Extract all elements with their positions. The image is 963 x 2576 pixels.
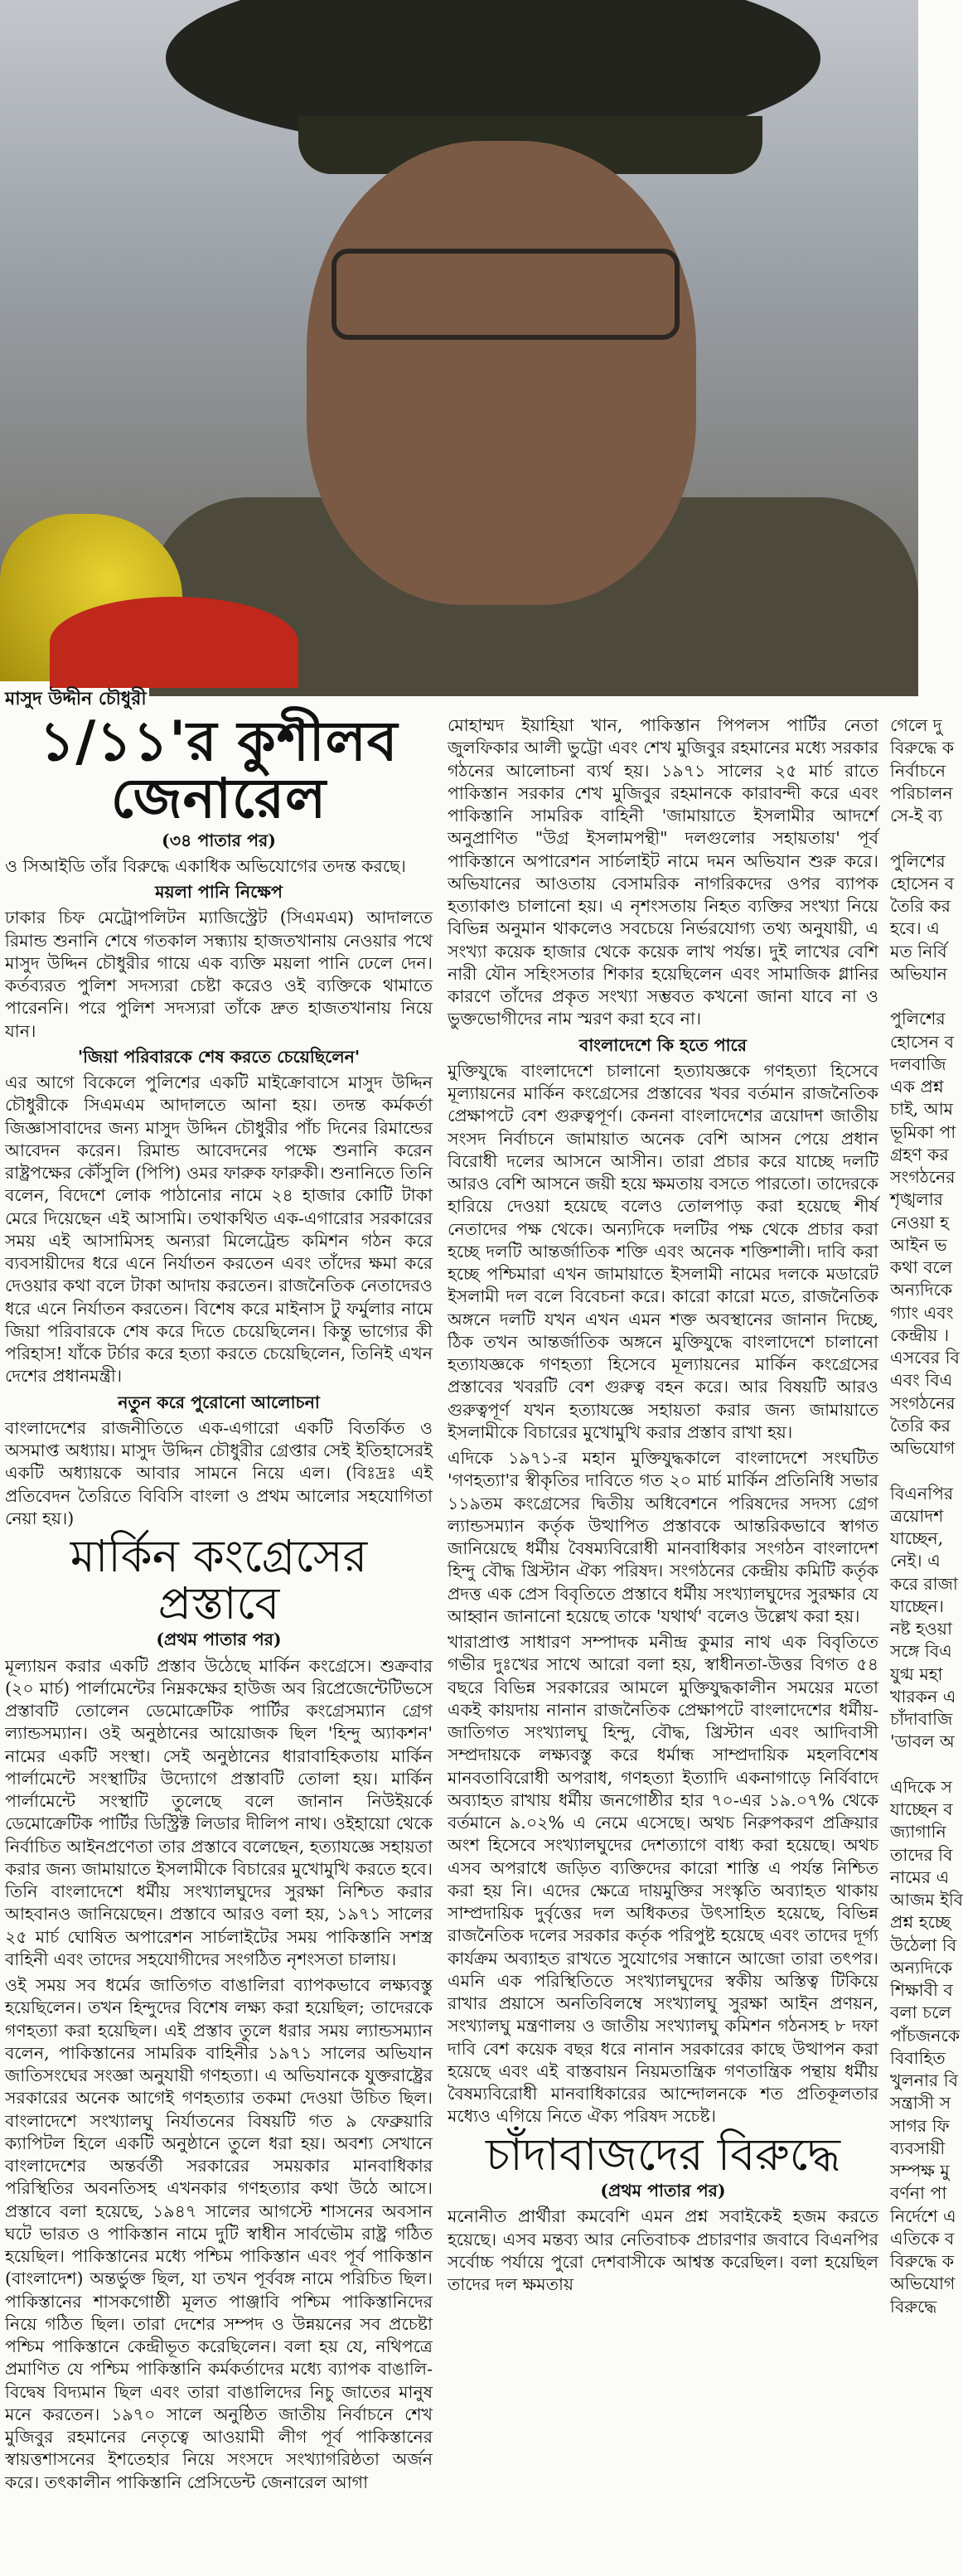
col3-line: উঠেলা বি [890, 1934, 957, 1955]
col3-line: ত্রয়োদশ [890, 1505, 944, 1526]
col3-line: যুগ্ম মহা [890, 1663, 943, 1684]
col2-paragraph-2: মুক্তিযুদ্ধে বাংলাদেশে চালানো হত্যাযজ্ঞকে গণহত্যা হিসেবে মূল্যায়নের মার্কিন কংগ্রেসের প্রস্তাবের খবর বর্তমান রাজনৈতিক প্রেক্ষাপটে বেশ গুরুত্বপূর্ণ। কেননা বাংলাদেশের ত্রয়োদশ জাতীয় সংসদ নির্বাচনে জামায়াত অনেক বেশি আসন পেয়ে প্রধান বিরোধী দলের আসনে আসীন। তারা প্রচার করে যাচ্ছে দলটি আরও বেশি আসনে জয়ী হয়ে ক্ষমতায় বসতে পারতো। তাদেরকে হারিয়ে দেওয়া হয়েছে বলেও তোলপাড় করা হয়েছে শীর্ষ নেতাদের পক্ষ থেকে। অন্যদিকে দলটির পক্ষ থেকে প্রচার করা হচ্ছে দলটি আন্তর্জাতিক শক্তি এবং অনেক শক্তিশালী। দাবি করা হচ্ছে পশ্চিমারা এখন জামায়াতে ইসলামী নামের দলকে মডারেট ইসলামী দল বলে বিবেচনা করে। কারো কারো মতে, রাজনৈতিক অঙ্গনে দলটি যখন এখন এমন শক্ত অবস্থানের জানান দিচ্ছে, ঠিক তখন আন্তর্জাতিক অঙ্গনে মুক্তিযুদ্ধে বাংলাদেশে চালানো হত্যাযজ্ঞকে গণহত্যা হিসেবে মূল্যায়নের মার্কিন কংগ্রেসের প্রস্তাবের খবরটি বেশ গুরুত্ব বহন করে। আর বিষয়টি আরও গুরুত্বপূর্ণ যখন হত্যাযজ্ঞে সহায়তা করার জন্য জামায়াতে ইসলামীকে বিচারের মুখোমুখি করার প্রস্তাব রাখা হয়। [448, 1060, 878, 1442]
headline-us-congress: মার্কিন কংগ্রেসের প্রস্তাবে [70, 1530, 368, 1629]
story3-paragraph-1: মনোনীত প্রার্থীরা কমবেশি এমন প্রশ্ন সবাইকেই হজম করতে হয়েছে। এসব মন্তব্য আর নেতিবাচক প্রচারণার জবাবে বিএনপির সর্বোচ্চ পর্যায়ে পুরো দেশবাসীকে আশ্বস্ত করেছিল। বলা হয়েছিল তাদের দল ক্ষমতায় [448, 2206, 878, 2295]
story1-intro: ও সিআইডি তাঁর বিরুদ্ধে একাধিক অভিযোগের তদন্ত করছে। [5, 855, 406, 876]
col3-line: নষ্ট হওয়া [890, 1619, 952, 1639]
story1-paragraph-3: বাংলাদেশের রাজনীতিতে এক-এগারো একটি বিতর্কিত ও অসমাপ্ত অধ্যায়। মাসুদ উদ্দিন চৌধুরীর গ্রেপ্তার সেই ইতিহাসেরই একটি অধ্যায়কে আবার সামনে নিয়ে এল। (বিঃদ্রঃ এই প্রতিবেদন তৈরিতে বিবিসি বাংলা ও প্রথম আলোর সহযোগিতা নেয়া হয়।) [5, 1417, 433, 1528]
col3-line: পাঁচজনকে [890, 2025, 961, 2046]
col2-paragraph-4: খারাপ্রাপ্ত সাধারণ সম্পাদক মনীন্দ্র কুমার নাথ এক বিবৃতিতে গভীর দুঃখের সাথে আরো বলা হয়, স্বাধীনতা-উত্তর বিগত ৫৪ বছরে বিভিন্ন সরকারের আমলে মুক্তিযুদ্ধকালীন সময়ের মতো একই কায়দায় নানান রাজনৈতিক প্রেক্ষাপটে বাংলাদেশের ধর্মীয়-জাতিগত সংখ্যালঘু হিন্দু, বৌদ্ধ, খ্রিস্টান এবং আদিবাসী সম্প্রদায়কে লক্ষ্যবস্তু করে ধর্মান্ধ সাম্প্রদায়িক মহলবিশেষ মানবতাবিরোধী অপরাধ, গণহত্যা ইত্যাদি একনাগাড়ে নির্বিবাদে অব্যাহত রাখায় ধর্মীয় জনগোষ্ঠীর হার ৭০-এর ১৯.০৭% থেকে বর্তমানে ৯.০২% এ নেমে এসেছে। অথচ নিরুপকরণ প্রক্রিয়ার অংশ হিসেবে সংখ্যালঘুদের দেশত্যাগে বাধ্য করা হয়েছে। অথচ এসব অপরাধে জড়িত ব্যক্তিদের কারো শাস্তি এ পর্যন্ত নিশ্চিত করা হয় নি। এদের ক্ষেত্রে দায়মুক্তির সংস্কৃতি অব্যাহত থাকায় সাম্প্রদায়িক দুর্বৃত্তের দল অধিকতর উৎসাহিত হয়েছে, বিভিন্ন রাজনৈতিক দলের সরকার কর্তৃক পরিপুষ্ট হয়েছে এবং তাদের দূর্গ্য কার্যক্রম অব্যাহত রাখতে সুযোগের সন্ধানে আজো তারা তৎপর। এমনি এক পরিস্থিতিতে সংখ্যালঘুদের স্বকীয় অস্তিত্ব টিকিয়ে রাখার প্রয়াসে অনতিবিলম্বে সংখ্যালঘু সুরক্ষা আইন প্রণয়ন, সংখ্যালঘু মন্ত্রণালয় ও জাতীয় সংখ্যালঘু কমিশন গঠনসহ ৮ দফা দাবি বেশ কয়েক বছর ধরে নানান সরকারের কাছে উত্থাপন করা হয়েছে এবং এই বাস্তবায়ন নিয়মতান্ত্রিক গণতান্ত্রিক পন্থায় ধর্মীয় বৈষম্যবিরোধী মানবাধিকারের আন্দোলনকে শত প্রতিকূলতার মধ্যেও এগিয়ে নিতে ঐক্য পরিষদ সচেষ্ট। [448, 1632, 878, 2127]
headline-against-extortionists: চাঁদাবাজদের বিরুদ্ধে [485, 2128, 841, 2181]
col3-line: হবে। এ [890, 918, 940, 939]
col3-line: নামের এ [890, 1867, 950, 1887]
col3-line: সঙ্গে বিএ [890, 1641, 952, 1662]
col3-line: আজম ইবি [890, 1890, 963, 1910]
col3-line: করে রাজা [890, 1573, 958, 1594]
story2-paragraph-1: মূল্যায়ন করার একটি প্রস্তাব উঠেছে মার্কিন কংগ্রেসে। শুক্রবার (২০ মার্চ) পার্লামেন্টের নিম্নকক্ষের হাউজ অব রিপ্রেজেন্টেটিভসে প্রস্তাবটি তোলেন ডেমোক্রেটিক পার্টির কংগ্রেসম্যান গ্রেগ ল্যান্ডসম্যান। ওই অনুষ্ঠানের আয়োজক ছিল 'হিন্দু অ্যাকশন' নামের একটি সংস্থা। সেই অনুষ্ঠানের ধারাবাহিকতায় মার্কিন পার্লামেন্টে সংস্থাটির উদ্যোগে প্রস্তাবটি তোলা হয়। মার্কিন পার্লামেন্টে সংস্থাটি তুলেছে বলে জানান নিউইয়র্কে ডেমোক্রেটিক পার্টির ডিস্ট্রিক্ট লিডার দীলিপ নাথ। ওইহায়ো থেকে নির্বাচিত আইনপ্রণেতা তার প্রস্তাবে বলেছেন, হত্যাযজ্ঞে সহায়তা করার জন্য জামায়াতে ইসলামীকে বিচারের মুখোমুখি করতে হবে। তিনি বাংলাদেশে ধর্মীয় সংখ্যালঘুদের সুরক্ষা নিশ্চিত করার আহবানও জানিয়েছেন। প্রস্তাবে আরও বলা হয়, ১৯৭১ সালের ২৫ মার্চ ঘোষিত অপারেশন সার্চলাইটের সময় পাকিস্তানি সশস্ত্র বাহিনী এবং তাদের সহযোগীদের সংগঠিত নৃশংসতা চালায়। [5, 1655, 433, 1969]
face [307, 141, 696, 605]
col3-line: খারকন এ [890, 1686, 956, 1707]
col3-line: গেলে দু [890, 715, 942, 735]
col3-line: বিরুদ্ধে ক [890, 2251, 955, 2271]
col3-line: যাচ্ছেন, [890, 1528, 944, 1548]
subhead-dirty-water: ময়লা পানি নিক্ষেপ [155, 882, 283, 903]
col3-line: প্রশ্ন হচ্ছে [890, 1912, 951, 1933]
col3-line: সংগঠনের [890, 1392, 956, 1413]
col3-line: পরিচালন [890, 782, 953, 803]
col3-line: পুলিশের [890, 1009, 946, 1029]
col3-line [890, 827, 923, 850]
col2-paragraph-3: এদিকে ১৯৭১-র মহান মুক্তিযুদ্ধকালে বাংলাদেশে সংঘটিত 'গণহত্যা'র স্বীকৃতির দাবিতে গত ২০ মার্চ মার্কিন প্রতিনিধি সভার ১১৯তম কংগ্রেসের দ্বিতীয় অধিবেশনে পরিষদের সদস্য গ্রেগ ল্যান্ডসম্যান কর্তৃক উত্থাপিত প্রস্তাবকে আন্তরিকভাবে স্বাগত জানিয়েছে ধর্মীয় বৈষম্যবিরোধী মানবাধিকার সংগঠন বাংলাদেশ হিন্দু বৌদ্ধ খ্রিস্টান ঐক্য পরিষদ। সংগঠনের কেন্দ্রীয় কমিটি কর্তৃক প্রদত্ত এক প্রেস বিবৃতিতে প্রস্তাবে ধর্মীয় সংখ্যালঘুদের সুরক্ষার যে আহ্বান জানানো হয়েছে তাকে 'যথার্থ' বলেও উল্লেখ করা হয়। [448, 1448, 878, 1626]
col3-line: নির্বাচনে [890, 760, 946, 781]
col3-line: ভূমিকা পা [890, 1121, 956, 1142]
col3-line: নেওয়া হ [890, 1212, 949, 1232]
col3-line: সম্পক্ষ মু [890, 2161, 950, 2181]
story1-paragraph-1: ঢাকার চিফ মেট্রোপলিটন ম্যাজিস্ট্রেট (সিএমএম) আদালতে রিমান্ড শুনানি শেষে গতকাল সন্ধ্যায় হাজতখানায় নেওয়ার পথে মাসুদ উদ্দিন চৌধুরীর গায়ে এক ব্যক্তি ময়লা পানি ঢেলে দেন। কর্তব্যরত পুলিশ সদস্যরা চেষ্টা করেও ওই ব্যক্তিকে থামাতে পারেননি। পরে পুলিশ সদস্যরা তাঁকে দ্রুত হাজতখানায় নিয়ে যান। [5, 908, 433, 1041]
eyeglasses [331, 249, 680, 340]
col3-line: অভিযোগ [890, 1438, 956, 1458]
col3-line: সাগর ফি [890, 2115, 950, 2136]
col3-line: বলা চলে [890, 2002, 951, 2023]
jump-line-3: (প্রথম পাতার পর) [600, 2181, 726, 2201]
col3-line: বিবাহিত [890, 2047, 946, 2068]
col3-line: এক প্রশ্ন [890, 1077, 944, 1097]
col3-line: চাই, আম [890, 1099, 953, 1120]
column-2 [448, 714, 878, 2299]
photo-caption: মাসুদ উদ্দীন চৌধুরী [5, 688, 147, 709]
story2-paragraph-2: ওই সময় সব ধর্মের জাতিগত বাঙালিরা ব্যাপকভাবে লক্ষ্যবস্তু হয়েছিলেন। তখন হিন্দুদের বিশেষ লক্ষ্য করা হয়েছিল; তাদেরকে গণহত্যা করা হয়েছিল। এই প্রস্তাব তুলে ধরার সময় ল্যান্ডসম্যান বলেন, পাকিস্তানের সামরিক বাহিনীর ১৯৭১ সালের অভিযান জাতিসংঘের সংজ্ঞা অনুযায়ী গণহত্যা। এ অভিযানকে যুক্তরাষ্ট্রের সরকারের অনেক আগেই গণহত্যার তকমা দেওয়া উচিত ছিল। বাংলাদেশে সংখ্যালঘু নির্যাতনের বিষয়টি গত ৯ ফেব্রুয়ারি ক্যাপিটল হিলে একটি অনুষ্ঠানে তুলে ধরা হয়। অবশ্য সেখানে বাংলাদেশের অন্তর্বর্তী সরকারের সময়কার মানবাধিকার পরিস্থিতির অবনতিসহ এখনকার গণহত্যার কথা উঠে আসে। প্রস্তাবে বলা হয়েছে, ১৯৪৭ সালের আগস্টে শাসনের অবসান ঘটে ভারত ও পাকিস্তান নামে দুটি স্বাধীন সার্বভৌম রাষ্ট্র গঠিত হয়েছিল। পাকিস্তানের মধ্যে পশ্চিম পাকিস্তান এবং পূর্ব পাকিস্তান (বাংলাদেশ) অন্তর্ভুক্ত ছিল, যা তখন পূর্ববঙ্গ নামে পরিচিত ছিল। পাকিস্তানের শাসকগোষ্ঠী মূলত পাঞ্জাবি পশ্চিম পাকিস্তানিদের নিয়ে গঠিত ছিল। তারা দেশের সম্পদ ও উন্নয়নের সব প্রচেষ্টা পশ্চিম পাকিস্তানে কেন্দ্রীভূত করেছিলেন। বলা হয় যে, নথিপত্রে প্রমাণিত যে পশ্চিম পাকিস্তানি কর্মকর্তাদের মধ্যে ব্যাপক বাঙালি-বিদ্বেষ বিদ্যমান ছিল এবং তারা বাঙালিদের নিচু জাতের মানুষ মনে করতেন। ১৯৭০ সালে অনুষ্ঠিত জাতীয় নির্বাচনে শেখ মুজিবুর রহমানের নেতৃত্বে আওয়ামী লীগ পূর্ব পাকিস্তানের স্বায়ত্তশাসনের ইশতেহার নিয়ে সংসদে সংখ্যাগরিষ্ঠতা অর্জন করে। তৎকালীন পাকিস্তানি প্রেসিডেন্ট জেনারেল আগা [5, 1975, 433, 2492]
col3-line: তাদের বি [890, 1844, 953, 1865]
col3-line: সংগঠনের [890, 1167, 956, 1187]
col3-line: হোসেন ব [890, 1031, 954, 1052]
col2-paragraph-1: মোহাম্মদ ইয়াহিয়া খান, পাকিস্তান পিপলস পার্টির নেতা জুলফিকার আলী ভুট্টো এবং শেখ মুজিবুর রহমানের মধ্যে সরকার গঠনের আলোচনা ব্যর্থ হয়। ১৯৭১ সালের ২৫ মার্চ রাতে পাকিস্তান সরকার শেখ মুজিবুর রহমানকে কারাবন্দী করে এবং পাকিস্তানি সামরিক বাহিনী 'জামায়াতে ইসলামীর আদর্শে অনুপ্রাণিত "উগ্র ইসলামপন্থী" দলগুলোর সহায়তায়' পূর্ব পাকিস্তানে অপারেশন সার্চলাইট নামে দমন অভিযান শুরু করে। অভিযানের আওতায় বেসামরিক নাগরিকদের ওপর ব্যাপক হত্যাকাণ্ড চালানো হয়। এ নৃশংসতায় নিহত ব্যক্তির সংখ্যা নিয়ে বিভিন্ন অনুমান থাকলেও সবচেয়ে নির্ভরযোগ্য তথ্য অনুযায়ী, এ সংখ্যা কয়েক হাজার থেকে কয়েক লাখ পর্যন্ত। দুই লাখের বেশি নারী যৌন সহিংসতার শিকার হয়েছিলেন এবং সামাজিক গ্লানির কারণে তাঁদের প্রকৃত সংখ্যা সম্ভবত কখনো জানা যাবে না ও ভুক্তভোগীদের নাম স্মরণ করা হবে না। [448, 715, 878, 1029]
subhead-old-discussion: নতুন করে পুরোনো আলোচনা [118, 1392, 320, 1412]
col3-line: কথা বলে [890, 1257, 953, 1277]
col3-line: ব্যবসায়ী [890, 2138, 946, 2158]
col3-line: অভিযোগ [890, 2273, 956, 2294]
col3-line: অন্যদিকে [890, 1957, 953, 1978]
col3-line: অভিযান [890, 963, 947, 984]
col3-line: শৃঙ্খলার [890, 1189, 943, 1210]
col3-line: আইন ভ [890, 1234, 947, 1255]
col3-line: বিরুদ্ধে [890, 2296, 937, 2317]
col3-line: কেন্দ্রীয় । [890, 1324, 950, 1345]
col3-line: তৈরি কর [890, 1415, 951, 1436]
col3-line: গ্রহণ কর [890, 1144, 949, 1165]
col3-line: হোসেন ব [890, 873, 954, 893]
col3-line: যাচ্ছেন ব [890, 1799, 953, 1819]
story1-paragraph-2: এর আগে বিকেলে পুলিশের একটি মাইক্রোবাসে মাসুদ উদ্দিন চৌধুরীকে সিএমএম আদালতে আনা হয়। তদন্ত কর্মকর্তা জিজ্ঞাসাবাদের জন্য মাসুদ উদ্দিন চৌধুরীর পাঁচ দিনের রিমান্ডের আবেদন করেন। রিমান্ড আবেদনের পক্ষে শুনানি করেন রাষ্ট্রপক্ষের কৌঁসুলি (পিপি) ওমর ফারুক ফারুকী। শুনানিতে তিনি বলেন, বিদেশে লোক পাঠানোর নামে ২৪ হাজার কোটি টাকা মেরে দিয়েছেন এই আসামি। তথাকথিত এক-এগারোর সরকারের সময় এই আসামিসহ অন্যরা মিলেট্রেন্ড কমিশন গঠন করে ব্যবসায়ীদের ধরে এনে নির্যাতন করতেন এবং তাঁদের ক্ষমা করে দেওয়ার কথা বলে টাকা আদায় করতেন। রাজনৈতিক নেতাদেরও ধরে এনে নির্যাতন করতেন। বিশেষ করে মাইনাস টু ফর্মুলার নামে জিয়া পরিবারকে শেষ করে দিতে চেয়েছিলেন। কিন্তু ভাগ্যের কী পরিহাস! যাঁকে টর্চার করে হত্যা করতে চেয়েছিলেন, তিনিই এখন দেশের প্রধানমন্ত্রী। [5, 1073, 433, 1387]
col3-line: মত নির্বি [890, 941, 947, 961]
jump-line-2: (প্রথম পাতার পর) [156, 1629, 282, 1650]
col3-line: সে-ই ব্য [890, 806, 943, 826]
col3-line: সন্ত্রাসী স [890, 2093, 951, 2114]
column-3-cropped [890, 714, 963, 2318]
col3-line: নির্দেশে এ [890, 2206, 956, 2226]
col3-line [890, 1754, 923, 1776]
general-portrait-photo [0, 0, 918, 681]
col3-line: চাঁদাবাজি [890, 1709, 953, 1729]
col3-line: গ্যাং এবং [890, 1302, 954, 1323]
col3-line: জ্যাগানি [890, 1822, 946, 1842]
col3-line: অন্যদিকে [890, 1280, 953, 1300]
col3-line: খুলনার বি [890, 2070, 958, 2090]
col3-line [890, 1460, 923, 1482]
col3-line: এবং বিএ [890, 1370, 953, 1391]
col3-line: বিএনপির [890, 1483, 954, 1503]
col3-line: তৈরি কর [890, 896, 951, 916]
col3-line: বিরুদ্ধে ক [890, 738, 955, 758]
col3-line: নেই। এ [890, 1551, 941, 1571]
col3-line: শিক্ষাবী ব [890, 1980, 953, 2000]
column-1 [5, 709, 433, 2497]
subhead-zia-family: 'জিয়া পরিবারকে শেষ করতে চেয়েছিলেন' [77, 1046, 361, 1067]
jump-line-1: (৩৪ পাতার পর) [162, 830, 276, 850]
col3-line [890, 985, 923, 1008]
col3-line: দলবাজি [890, 1053, 946, 1074]
col3-line: এদিকে স [890, 1776, 952, 1797]
headline-kushilab-general: ১/১১'র কুশীলব জেনারেল [39, 709, 399, 831]
col3-line: পুলিশের [890, 850, 946, 871]
col3-line: 'ডাবল অ [890, 1731, 955, 1752]
subhead-bangladesh-outlook: বাংলাদেশে কি হতে পারে [578, 1034, 748, 1055]
col3-line: বর্ণনা পা [890, 2183, 947, 2204]
col3-line: এসবের বি [890, 1348, 960, 1368]
col3-line: যাচ্ছেন। [890, 1595, 944, 1616]
col3-line: এতিকে ব [890, 2228, 955, 2249]
microphone-red [50, 597, 298, 688]
